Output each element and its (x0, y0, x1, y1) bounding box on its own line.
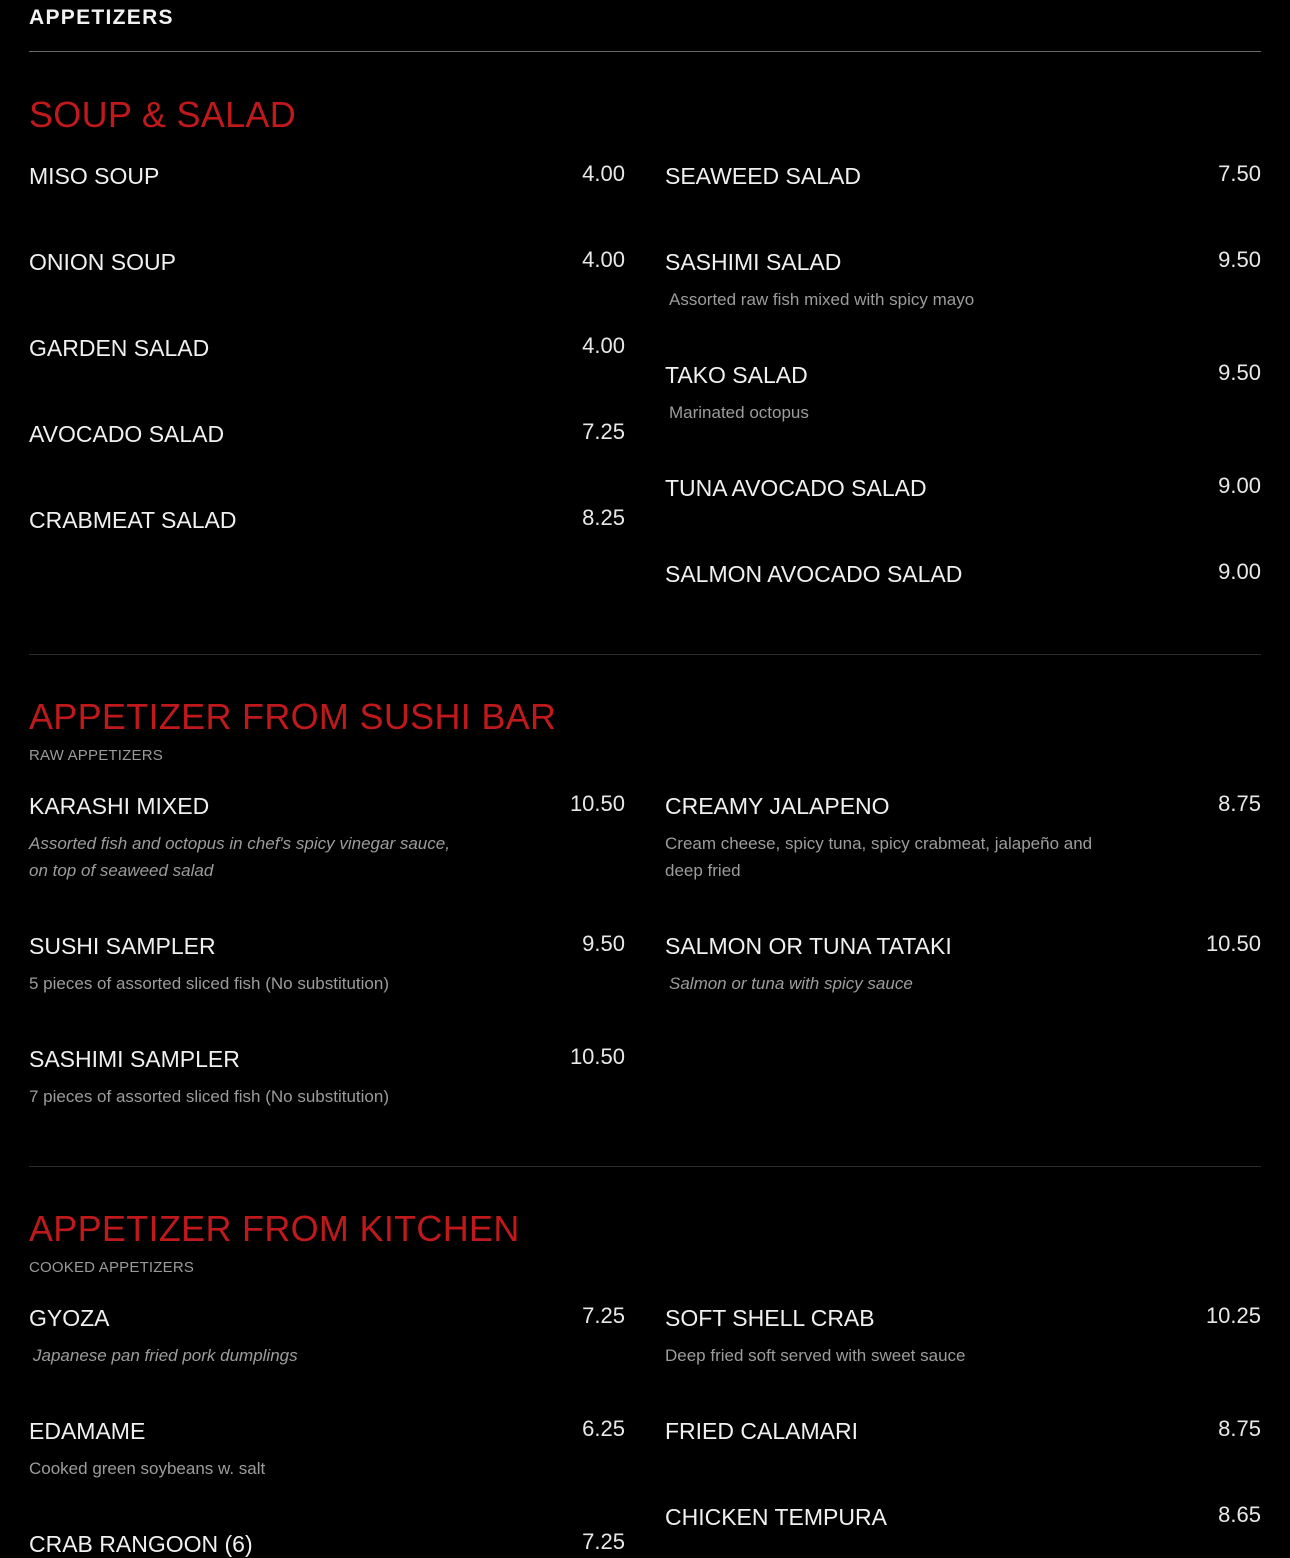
section-title-kitchen: APPETIZER FROM KITCHEN (29, 1208, 520, 1249)
menu-item-price: 4.00 (582, 247, 625, 272)
menu-item-name: GYOZA (29, 1305, 110, 1331)
menu-item-name: SOFT SHELL CRAB (665, 1305, 875, 1331)
menu-item-price: 7.25 (582, 1303, 625, 1328)
menu-item-name: EDAMAME (29, 1418, 146, 1444)
section-subtitle: COOKED APPETIZERS (29, 1259, 195, 1276)
menu-item-price: 8.75 (1218, 791, 1261, 816)
menu-item-name: CHICKEN TEMPURA (665, 1504, 887, 1530)
menu-item-name: SALMON OR TUNA TATAKI (665, 933, 952, 959)
menu-item-name: SASHIMI SAMPLER (29, 1046, 240, 1072)
menu-item-description: Deep fried soft served with sweet sauce (665, 1346, 966, 1365)
menu-item-name: CREAMY JALAPENO (665, 793, 890, 819)
menu-item-name: AVOCADO SALAD (29, 421, 225, 447)
page-title: APPETIZERS (29, 6, 174, 29)
menu-item-description: 5 pieces of assorted sliced fish (No substitution) (29, 974, 390, 993)
menu-item-price: 9.50 (1218, 360, 1261, 385)
menu-item-price: 9.00 (1218, 559, 1261, 584)
menu-item-price: 7.50 (1218, 161, 1261, 186)
section-subtitle: RAW APPETIZERS (29, 747, 163, 764)
menu-item-name: SASHIMI SALAD (665, 249, 842, 275)
menu-item-name: TAKO SALAD (665, 362, 808, 388)
menu-item-price: 10.50 (569, 1044, 625, 1069)
header-divider (29, 51, 1261, 52)
menu-item-description: Japanese pan fried pork dumplings (33, 1346, 298, 1365)
menu-item-price: 9.50 (1218, 247, 1261, 272)
menu-item-price: 10.50 (569, 791, 625, 816)
menu-item-name: FRIED CALAMARI (665, 1418, 858, 1444)
menu-item-name: KARASHI MIXED (29, 793, 210, 819)
menu-item-description: Assorted raw fish mixed with spicy mayo (669, 290, 975, 309)
section-divider (29, 1166, 1261, 1167)
menu-item-price: 6.25 (582, 1416, 625, 1441)
menu-item-name: TUNA AVOCADO SALAD (665, 475, 927, 501)
menu-item-name: ONION SOUP (29, 249, 176, 275)
section-title-sushi-bar: APPETIZER FROM SUSHI BAR (29, 696, 557, 737)
menu-item-price: 8.65 (1218, 1502, 1261, 1527)
menu-item-name: MISO SOUP (29, 163, 160, 189)
menu-item-price: 7.25 (582, 1529, 625, 1554)
menu-item-description: 7 pieces of assorted sliced fish (No substitution) (29, 1087, 390, 1106)
menu-item-name: SALMON AVOCADO SALAD (665, 561, 963, 587)
menu-item-name: CRAB RANGOON (6) (29, 1531, 253, 1557)
menu-item-price: 4.00 (582, 333, 625, 358)
menu-item-description: Salmon or tuna with spicy sauce (669, 974, 913, 993)
menu-item-name: CRABMEAT SALAD (29, 507, 237, 533)
menu-item-price: 4.00 (582, 161, 625, 186)
menu-item-price: 9.50 (582, 931, 625, 956)
menu-item-description: Cooked green soybeans w. salt (29, 1459, 266, 1478)
menu-item-name: SUSHI SAMPLER (29, 933, 216, 959)
section-title-soup-salad: SOUP & SALAD (29, 94, 297, 135)
menu-item-description: Marinated octopus (669, 403, 809, 422)
menu-item-price: 8.25 (582, 505, 625, 530)
menu-item-price: 10.25 (1205, 1303, 1261, 1328)
menu-item-description: Cream cheese, spicy tuna, spicy crabmeat, jalapeño and deep fried (665, 834, 1093, 880)
section-divider (29, 654, 1261, 655)
menu-item-price: 10.50 (1205, 931, 1261, 956)
menu-item-name: GARDEN SALAD (29, 335, 210, 361)
menu-item-price: 9.00 (1218, 473, 1261, 498)
menu-item-price: 7.25 (582, 419, 625, 444)
menu-item-description: Assorted fish and octopus in chef's spicy vinegar sauce, on top of seaweed salad (29, 834, 450, 880)
menu-item-price: 8.75 (1218, 1416, 1261, 1441)
menu-item-name: SEAWEED SALAD (665, 163, 861, 189)
